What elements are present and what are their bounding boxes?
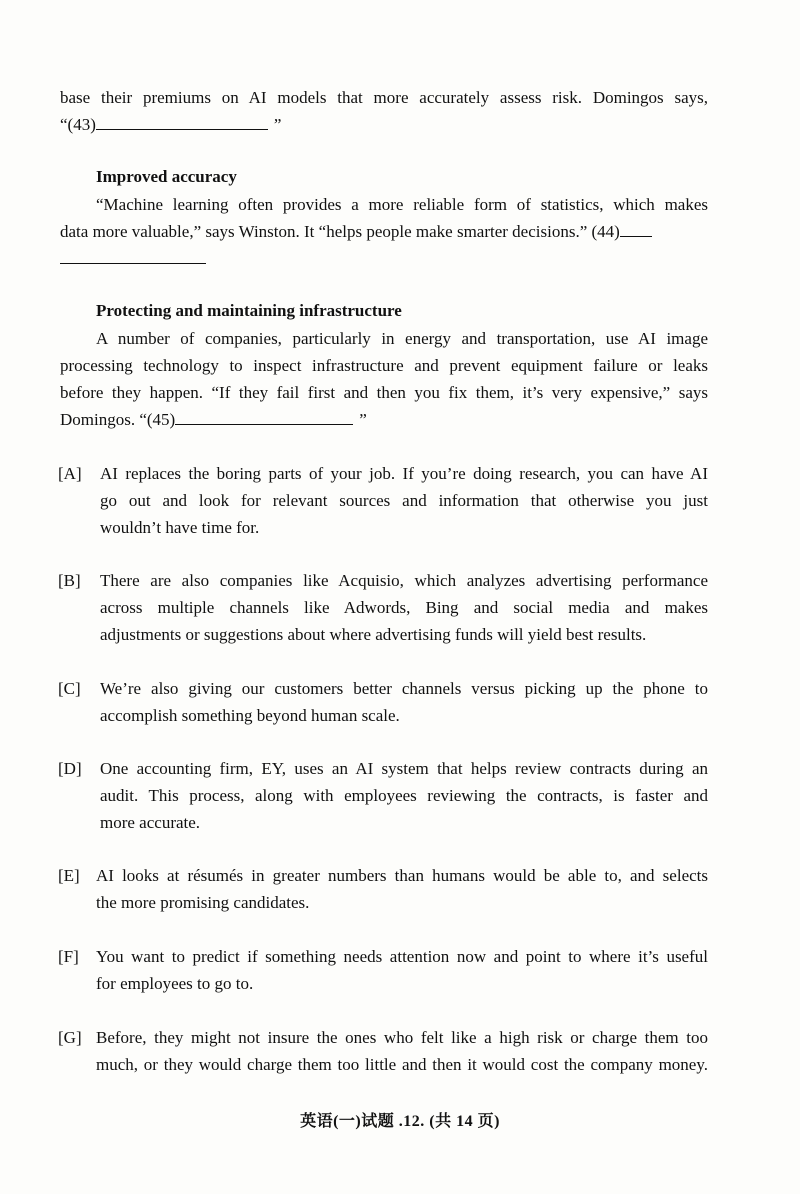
infrastructure-line-3: before they happen. “If they fail first and then you fix them, it’s very expensive,” says [60,383,708,402]
answer-blank-45[interactable] [175,406,353,425]
question-44-continuation [60,245,708,272]
accuracy-line-2-text: data more valuable,” says Winston. It “helps people make smarter decisions.” (44) [60,222,620,241]
option-label: [C] [58,679,81,698]
q43-open: “(43) [60,115,96,134]
option-b-line-3: adjustments or suggestions about where advertising funds will yield best results. [100,625,647,644]
option-label: [G] [58,1028,82,1047]
option-label: [F] [58,947,79,966]
answer-blank-43[interactable] [96,111,268,130]
q45-close: ” [359,410,367,429]
option-d-line-1: One accounting firm, EY, uses an AI system that helps review contracts during an [100,759,708,778]
answer-blank-44-part-2[interactable] [60,245,206,264]
option-label: [E] [58,866,80,885]
infrastructure-line-4: Domingos. “(45) [60,410,176,429]
option-label: [D] [58,759,82,778]
question-45-line [60,406,708,433]
option-d-line-2: audit. This process, along with employees reviewing the contracts, is faster and [100,786,708,805]
option-b-line-1: There are also companies like Acquisio, which analyzes advertising performance [100,571,708,590]
option-g-line-1: Before, they might not insure the ones who felt like a high risk or charge them too [96,1028,708,1047]
option-a-line-2: go out and look for relevant sources and information that otherwise you just [100,491,708,510]
option-b-line-2: across multiple channels like Adwords, Bing and social media and makes [100,598,708,617]
question-43-line [60,111,708,138]
q43-close: ” [273,115,282,134]
infrastructure-line-1: A number of companies, particularly in energy and transportation, use AI image [96,329,708,348]
accuracy-line-2 [60,218,708,245]
heading-improved-accuracy: Improved accuracy [96,167,237,186]
page-footer: 英语(一)试题 .12. (共 14 页) [300,1113,500,1130]
option-d-line-3: more accurate. [100,813,201,832]
answer-blank-44-part-1[interactable] [620,218,652,237]
option-e-line-2: the more promising candidates. [96,893,310,912]
option-a-line-3: wouldn’t have time for. [100,518,260,537]
option-g-line-2: much, or they would charge them too little and then it would cost the company money. [96,1055,708,1074]
option-a-line-1: AI replaces the boring parts of your job. If you’re doing research, you can have AI [100,464,708,483]
option-f-line-1: You want to predict if something needs attention now and point to where it’s useful [96,947,708,966]
option-label: [B] [58,571,81,590]
intro-line-1: base their premiums on AI models that more accurately assess risk. Domingos says, [60,88,708,107]
option-c-line-2: accomplish something beyond human scale. [100,706,400,725]
accuracy-line-1: “Machine learning often provides a more reliable form of statistics, which makes [96,195,708,214]
option-c-line-1: We’re also giving our customers better channels versus picking up the phone to [100,679,708,698]
option-e-line-1: AI looks at résumés in greater numbers than humans would be able to, and selects [96,866,708,885]
option-label: [A] [58,464,82,483]
option-f-line-2: for employees to go to. [96,974,254,993]
infrastructure-line-2: processing technology to inspect infrastructure and prevent equipment failure or leaks [60,356,708,375]
heading-protecting-infrastructure: Protecting and maintaining infrastructure [96,301,402,320]
